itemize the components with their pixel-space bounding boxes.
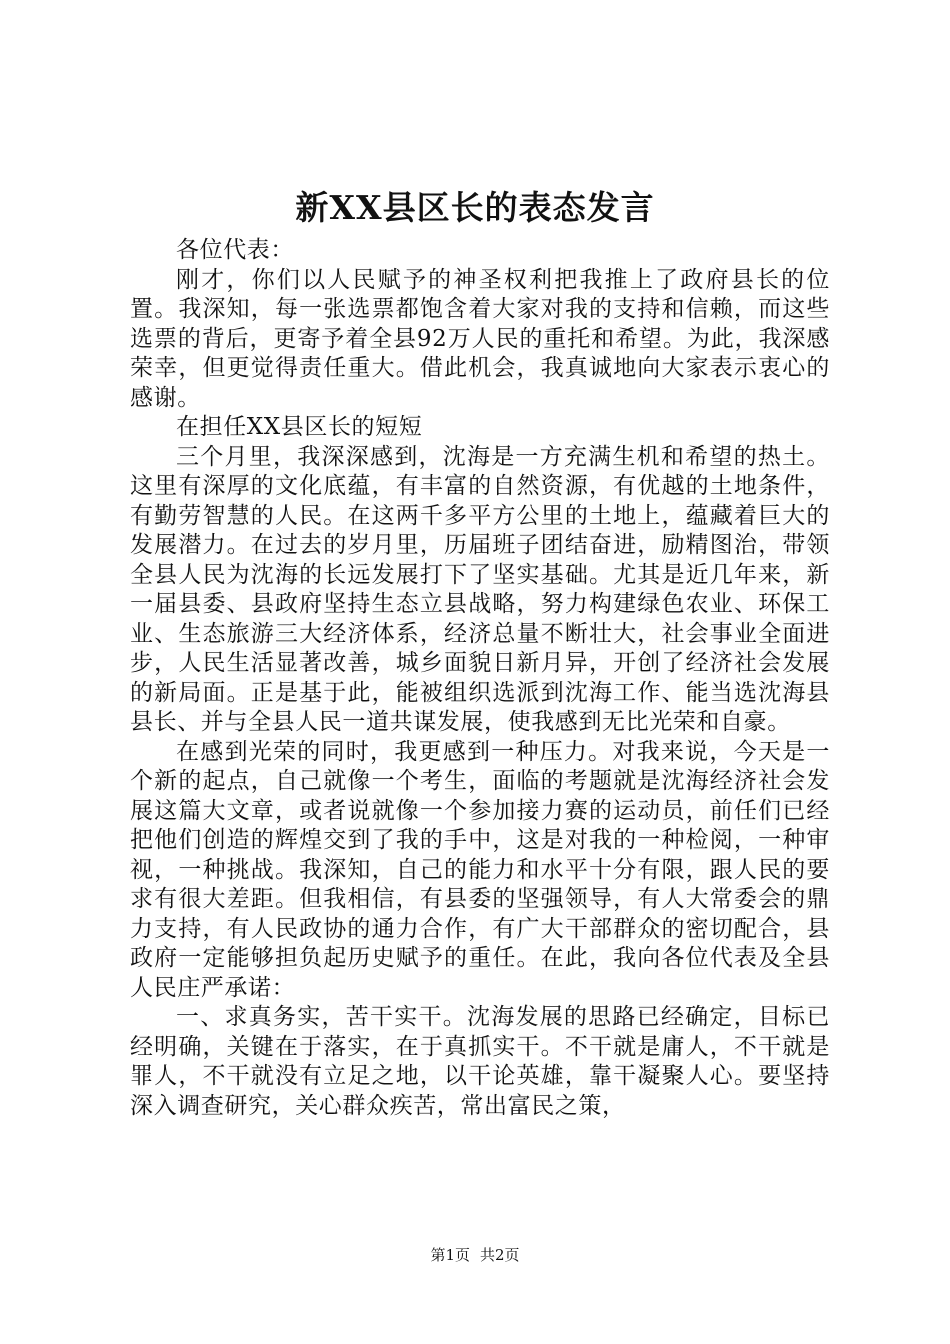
page-total: 共2页 <box>480 1246 520 1264</box>
paragraph-thanks: 刚才，你们以人民赋予的神圣权利把我推上了政府县长的位置。我深知，每一张选票都饱含着大家对我的支持和信赖，而这些选票的背后，更寄予着全县92万人民的重托和希望。为此，我深感荣幸，但更觉得责任重大。借此机会，我真诚地向大家表示衷心的感谢。 <box>130 266 830 411</box>
paragraph-pressure: 在感到光荣的同时，我更感到一种压力。对我来说，今天是一个新的起点，自己就像一个考生，面临的考题就是沈海经济社会发展这篇大文章，或者说就像一个参加接力赛的运动员，前任们已经把他们创造的辉煌交到了我的手中，这是对我的一种检阅，一种审视，一种挑战。我深知，自己的能力和水平十分有限，跟人民的要求有很大差距。但我相信，有县委的坚强领导，有人大常委会的鼎力支持，有人民政协的通力合作，有广大干部群众的密切配合，县政府一定能够担负起历史赋予的重任。在此，我向各位代表及全县人民庄严承诺： <box>130 738 830 1001</box>
page-number: 第1页 <box>430 1246 470 1264</box>
document-title: 新XX县区长的表态发言 <box>295 188 655 227</box>
paragraph-pledge-one: 一、求真务实，苦干实干。沈海发展的思路已经确定，目标已经明确，关键在于落实，在于真抓实干。不干就是庸人，不干就是罪人，不干就没有立足之地，以干论英雄，靠干凝聚人心。要坚持深入调查研究，关心群众疾苦，常出富民之策， <box>130 1004 830 1119</box>
paragraph-salutation: 各位代表： <box>176 237 294 263</box>
paragraph-county-overview: 三个月里，我深深感到，沈海是一方充满生机和希望的热土。这里有深厚的文化底蕴，有丰富的自然资源，有优越的土地条件，有勤劳智慧的人民。在这两千多平方公里的土地上，蕴藏着巨大的发展潜力。在过去的岁月里，历届班子团结奋进，励精图治，带领全县人民为沈海的长远发展打下了坚实基础。尤其是近几年来，新一届县委、县政府坚持生态立县战略，努力构建绿色农业、环保工业、生态旅游三大经济体系，经济总量不断壮大，社会事业全面进步，人民生活显著改善，城乡面貌日新月异，开创了经济社会发展的新局面。正是基于此，能被组织选派到沈海工作、能当选沈海县县长、并与全县人民一道共谋发展，使我感到无比光荣和自豪。 <box>130 443 830 735</box>
page-footer <box>0 1245 950 1265</box>
paragraph-fragment: 在担任XX县区长的短短 <box>176 414 423 440</box>
document-body <box>130 236 830 1121</box>
